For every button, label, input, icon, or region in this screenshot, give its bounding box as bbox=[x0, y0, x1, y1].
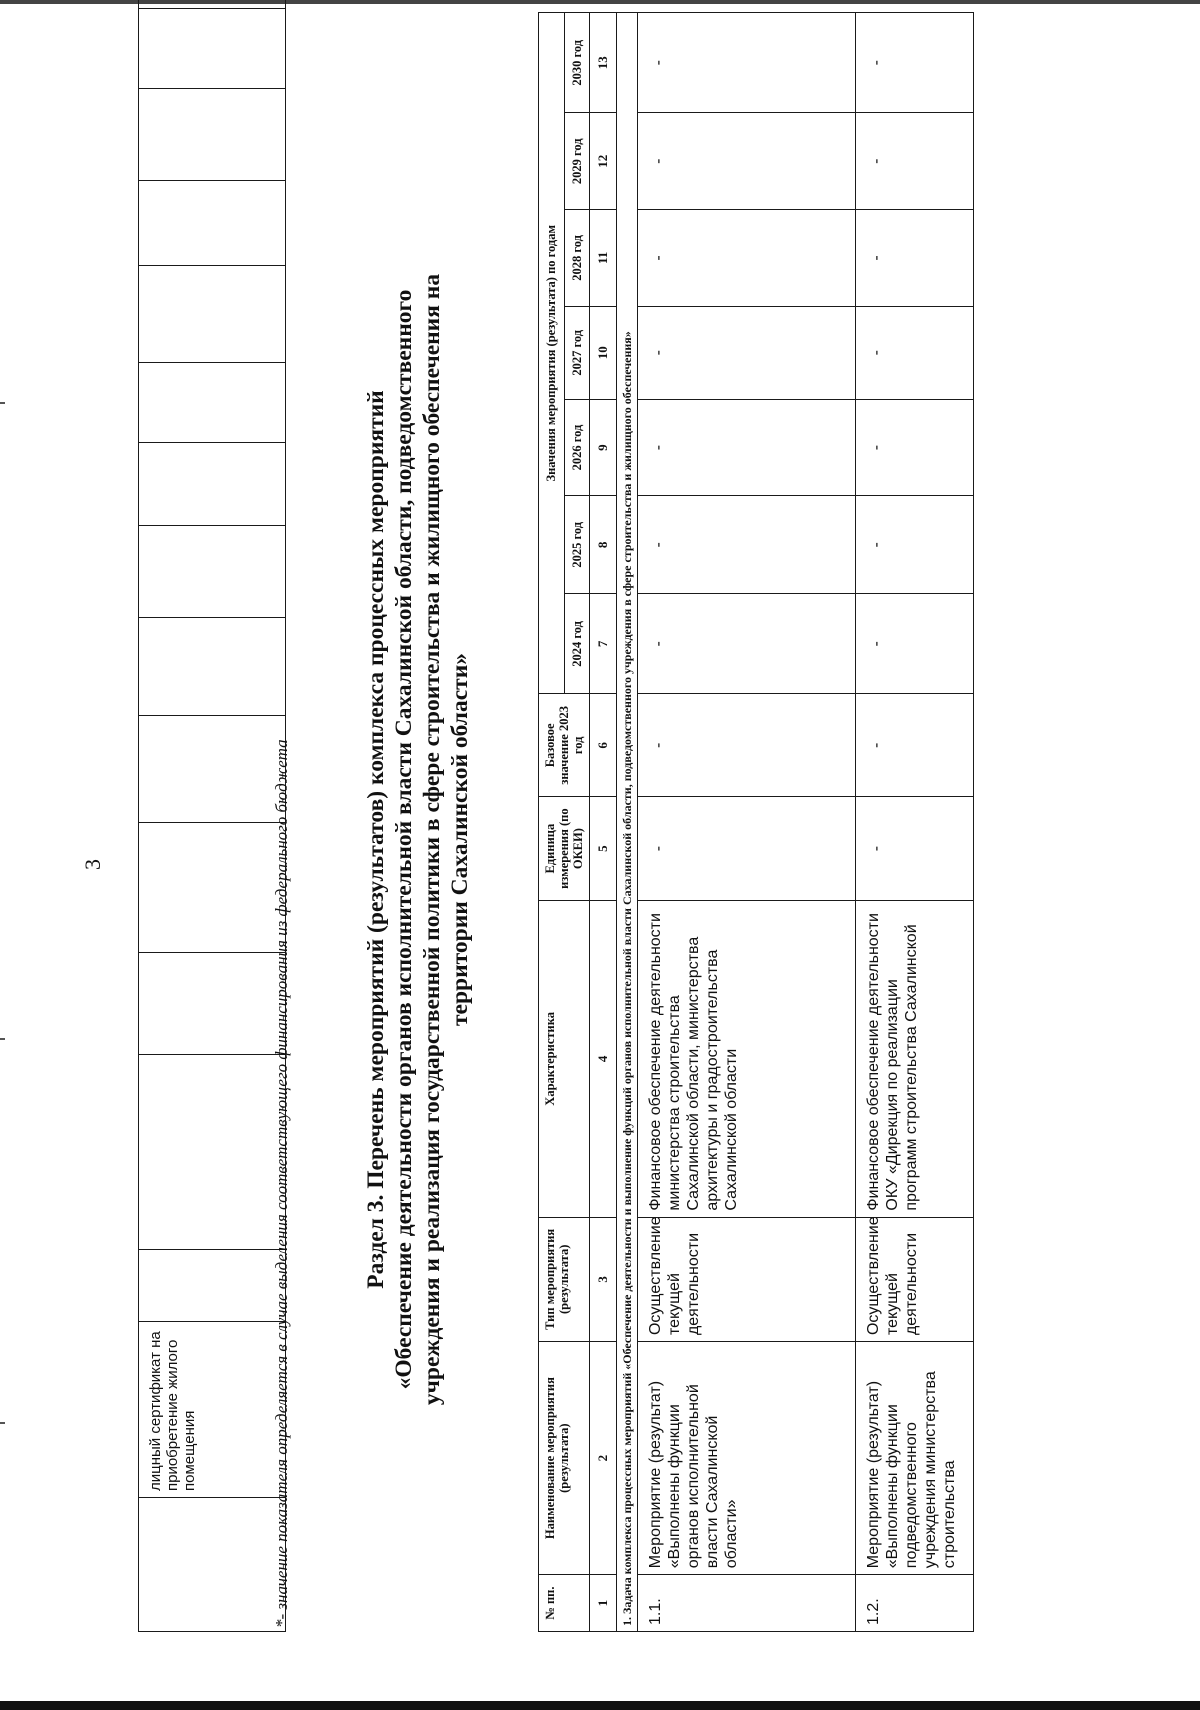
header-type: Тип мероприятия (результата) bbox=[539, 1217, 590, 1341]
column-number: 10 bbox=[590, 306, 617, 399]
header-characteristic: Характеристика bbox=[539, 901, 590, 1218]
row-value: - bbox=[856, 594, 974, 694]
prev-table-cell bbox=[139, 89, 286, 181]
row-value: - bbox=[856, 210, 974, 307]
column-number: 13 bbox=[590, 13, 617, 113]
prev-table-cell bbox=[139, 618, 286, 716]
row-value: - bbox=[856, 496, 974, 594]
prev-table-cell bbox=[139, 526, 286, 618]
row-type: Осуществление текущей деятельности bbox=[856, 1217, 974, 1341]
prev-table-cell bbox=[139, 443, 286, 526]
header-year: 2028 год bbox=[564, 210, 590, 307]
section-title-line: территории Сахалинской области» bbox=[447, 653, 473, 1026]
row-base: - bbox=[856, 694, 974, 797]
section-title-line: «Обеспечение деятельности органов исполнительной власти Сахалинской области, подведомственного bbox=[391, 289, 417, 1390]
row-characteristic: Финансовое обеспечение деятельности ОКУ «Дирекция по реализации программ строительства Сахалинской bbox=[856, 901, 974, 1218]
column-number: 6 bbox=[590, 694, 617, 797]
task-row: 1. Задача комплекса процессных мероприятий «Обеспечение деятельности и выполнение функций органов исполнительной власти Сахалинской области, подведомственного учреждения в сфере строительства и жилищного обеспечения» bbox=[617, 13, 638, 1632]
section-title-line: Раздел 3. Перечень мероприятий (результатов) комплекса процессных мероприятий bbox=[363, 390, 389, 1289]
row-value: - bbox=[638, 210, 856, 307]
prev-table-cell bbox=[139, 1250, 286, 1322]
row-value: - bbox=[856, 113, 974, 210]
row-value: - bbox=[638, 306, 856, 399]
row-name: Мероприятие (результат) «Выполнены функции подведомственного учреждения министерства строительства bbox=[856, 1342, 974, 1575]
prev-table-first-cell: лицный сертификат на приобретение жилого помещения bbox=[139, 1322, 286, 1498]
row-value: - bbox=[638, 594, 856, 694]
header-year: 2024 год bbox=[564, 594, 590, 694]
row-base: - bbox=[638, 694, 856, 797]
header-year: 2026 год bbox=[564, 399, 590, 496]
row-value: - bbox=[856, 306, 974, 399]
header-values-group: Значения мероприятия (результата) по годам bbox=[539, 13, 565, 695]
header-year: 2029 год bbox=[564, 113, 590, 210]
column-number: 2 bbox=[590, 1342, 617, 1575]
row-name: Мероприятие (результат) «Выполнены функции органов исполнительной власти Сахалинской области» bbox=[638, 1342, 856, 1575]
column-number: 4 bbox=[590, 901, 617, 1218]
prev-table-cell bbox=[139, 9, 286, 89]
column-number: 1 bbox=[590, 1575, 617, 1632]
row-value: - bbox=[638, 399, 856, 496]
row-num: 1.2. bbox=[856, 1575, 974, 1632]
prev-table-cell bbox=[139, 0, 286, 9]
footnote: *- значение показателя определяется в случае выделения соответствующего финансирования из федерального бюджета bbox=[272, 739, 291, 1628]
row-unit: - bbox=[856, 797, 974, 901]
row-value: - bbox=[638, 496, 856, 594]
column-number: 9 bbox=[590, 399, 617, 496]
header-base: Базовое значение 2023 год bbox=[539, 694, 590, 797]
scan-bottom-edge bbox=[0, 1701, 1200, 1710]
column-number: 5 bbox=[590, 797, 617, 901]
row-value: - bbox=[638, 113, 856, 210]
header-year: 2027 год bbox=[564, 306, 590, 399]
prev-table-cell bbox=[139, 953, 286, 1055]
prev-table-blank-cell bbox=[139, 1498, 286, 1632]
header-unit: Единица измерения (по ОКЕИ) bbox=[539, 797, 590, 901]
prev-table-cell bbox=[139, 266, 286, 363]
row-num: 1.1. bbox=[638, 1575, 856, 1632]
prev-table-cell bbox=[139, 363, 286, 443]
section-title bbox=[362, 47, 474, 1632]
header-year: 2030 год bbox=[564, 13, 590, 113]
column-number: 3 bbox=[590, 1217, 617, 1341]
prev-table-cell bbox=[139, 181, 286, 266]
page-number: 3 bbox=[80, 859, 105, 870]
prev-table-cell bbox=[139, 716, 286, 823]
section-title-line: учреждения и реализация государственной политики в сфере строительства и жилищного обеспечения на bbox=[419, 273, 445, 1406]
previous-table-fragment bbox=[138, 0, 286, 1632]
header-name: Наименование мероприятия (результата) bbox=[539, 1342, 590, 1575]
row-characteristic: Финансовое обеспечение деятельности министерства строительства Сахалинской области, министерства архитектуры и градостроительства Сахалинской области bbox=[638, 901, 856, 1218]
row-unit: - bbox=[638, 797, 856, 901]
column-number: 7 bbox=[590, 594, 617, 694]
row-value: - bbox=[638, 13, 856, 113]
column-number: 12 bbox=[590, 113, 617, 210]
column-number: 11 bbox=[590, 210, 617, 307]
row-type: Осуществление текущей деятельности bbox=[638, 1217, 856, 1341]
header-year: 2025 год bbox=[564, 496, 590, 594]
prev-table-cell bbox=[139, 823, 286, 953]
header-num: № пп. bbox=[539, 1575, 590, 1632]
measures-table bbox=[538, 12, 974, 1632]
column-number: 8 bbox=[590, 496, 617, 594]
row-value: - bbox=[856, 13, 974, 113]
row-value: - bbox=[856, 399, 974, 496]
prev-table-cell bbox=[139, 1055, 286, 1250]
